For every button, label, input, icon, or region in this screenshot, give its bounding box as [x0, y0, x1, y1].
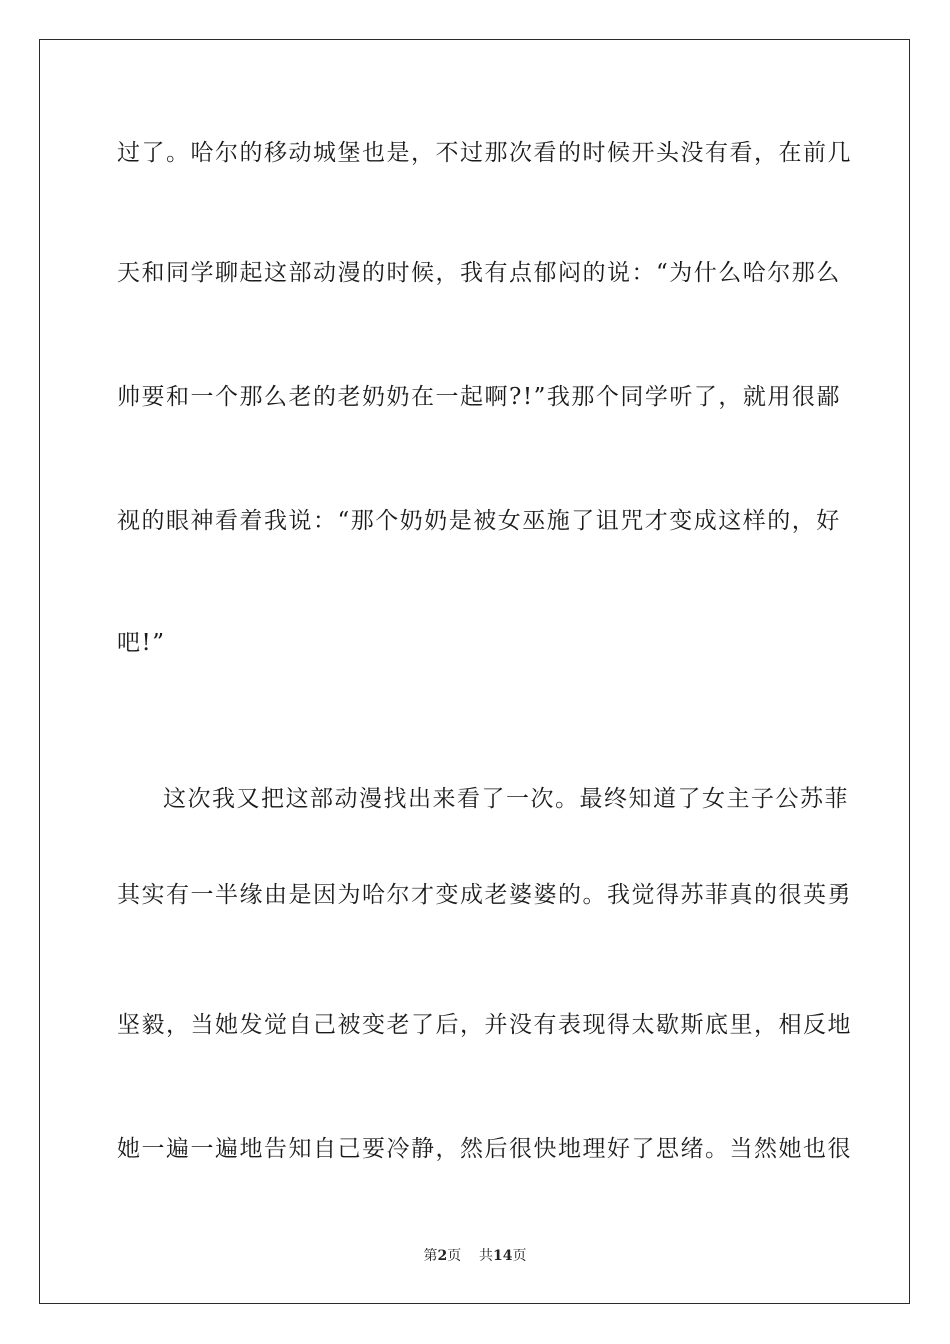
total-prefix: 共 — [479, 1248, 494, 1264]
page-prefix: 第 — [423, 1248, 438, 1264]
text-line: 天和同学聊起这部动漫的时候，我有点郁闷的说：“为什么哈尔那么 — [117, 260, 841, 286]
text-line: 这次我又把这部动漫找出来看了一次。最终知道了女主子公苏菲 — [163, 786, 849, 812]
text-line: 坚毅，当她发觉自己被变老了后，并没有表现得太歇斯底里，相反地 — [117, 1012, 852, 1038]
text-line: 视的眼神看着我说：“那个奶奶是被女巫施了诅咒才变成这样的，好 — [117, 508, 841, 534]
text-line: 其实有一半缘由是因为哈尔才变成老婆婆的。我觉得苏菲真的很英勇 — [117, 882, 852, 908]
text-line: 帅要和一个那么老的老奶奶在一起啊?!”我那个同学听了，就用很鄙 — [117, 384, 841, 410]
text-line: 吧!” — [117, 630, 166, 656]
page-border — [39, 39, 910, 1304]
text-line: 过了。哈尔的移动城堡也是，不过那次看的时候开头没有看，在前几 — [117, 140, 852, 166]
total-suffix: 页 — [512, 1248, 527, 1264]
page-footer — [0, 1247, 950, 1265]
total-pages: 14 — [493, 1248, 513, 1264]
text-line: 她一遍一遍地告知自己要冷静，然后很快地理好了思绪。当然她也很 — [117, 1136, 852, 1162]
page-number: 2 — [437, 1248, 448, 1264]
page-suffix: 页 — [447, 1248, 462, 1264]
